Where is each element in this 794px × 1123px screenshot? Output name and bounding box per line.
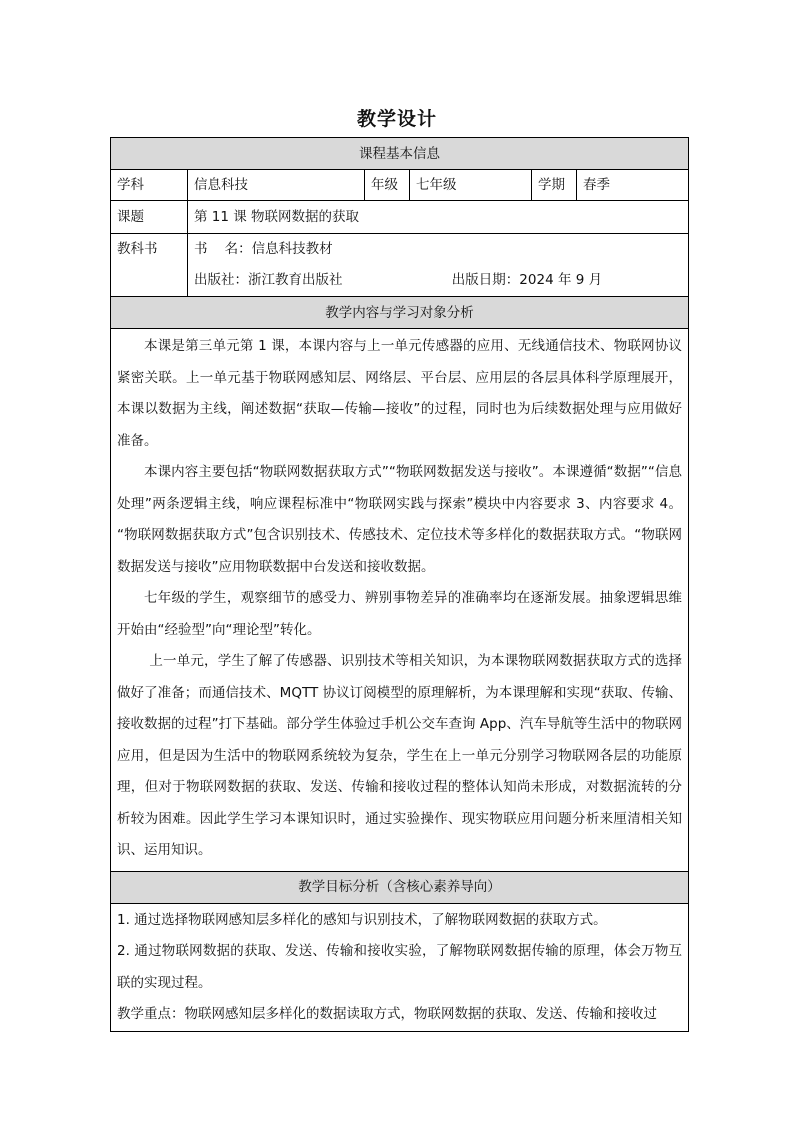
lesson-label: 课题 — [111, 201, 188, 234]
objectives-header-row — [111, 871, 689, 903]
objective-item: 2. 通过物联网数据的获取、发送、传输和接收实验，了解物联网数据传输的原理，体会万物互联的实现过程。 — [117, 943, 683, 991]
lesson-row — [111, 201, 689, 234]
objective-item: 1. 通过选择物联网感知层多样化的感知与识别技术，了解物联网数据的获取方式。 — [117, 911, 607, 928]
analysis-body — [111, 329, 689, 872]
grade-value: 七年级 — [410, 170, 532, 201]
analysis-paragraph: 七年级的学生，观察细节的感受力、辨别事物差异的准确率均在逐渐发展。抽象逻辑思维开始由“经验型”向“理论型”转化。 — [117, 590, 683, 638]
textbook-row — [111, 234, 689, 297]
objectives-header: 教学目标分析（含核心素养导向） — [111, 871, 689, 903]
basic-info-header: 课程基本信息 — [111, 138, 689, 170]
term-label: 学期 — [532, 170, 577, 201]
lesson-value: 第 11 课 物联网数据的获取 — [188, 201, 689, 234]
analysis-header: 教学内容与学习对象分析 — [111, 297, 689, 329]
lesson-plan-table — [110, 137, 689, 1032]
term-value: 春季 — [577, 170, 689, 201]
teaching-focus: 教学重点：物联网感知层多样化的数据读取方式，物联网数据的获取、发送、传输和接收过 — [117, 1006, 657, 1022]
objectives-body — [111, 903, 689, 1031]
book-name: 书 名：信息科技教材 — [194, 241, 333, 257]
analysis-paragraph: 上一单元，学生了解了传感器、识别技术等相关知识，为本课物联网数据获取方式的选择做好了准备；而通信技术、MQTT 协议订阅模型的原理解析，为本课理解和实现“获取、传输、接收数据的过程”打下基础。部分学生体验过手机公交车查询 App、汽车导航等生活中的物联网应用，但是因为生活中的物联网系统较为复杂，学生在上一单元分别学习物联网各层的功能原理，但对于物联网数据的获取、发送、传输和接收过程的整体认知尚未形成，对数据流转的分析较为困难。因此学生学习本课知识时，通过实验操作、现实物联应用问题分析来厘清相关知识、运用知识。 — [117, 653, 683, 858]
objectives-body-row — [111, 903, 689, 1031]
analysis-paragraph: 本课内容主要包括“物联网数据获取方式”“物联网数据发送与接收”。本课遵循“数据”“信息处理”两条逻辑主线，响应课程标准中“物联网实践与探索”模块中内容要求 3、内容要求 4。 “物联网数据获取方式”包含识别技术、传感技术、定位技术等多样化的数据获取方式。“物联网数据发送与接收”应用物联数据中台发送和接收数据。 — [117, 464, 683, 575]
book-name-line — [194, 234, 682, 265]
publisher: 出版社：浙江教育出版社 — [194, 272, 343, 288]
publish-date: 出版日期：2024 年 9 月 — [451, 272, 603, 288]
analysis-paragraph: 本课是第三单元第 1 课，本课内容与上一单元传感器的应用、无线通信技术、物联网协议紧密关联。上一单元基于物联网感知层、网络层、平台层、应用层的各层具体科学原理展开，本课以数据为主线，阐述数据“获取—传输—接收”的过程，同时也为后续数据处理与应用做好准备。 — [117, 338, 683, 449]
textbook-label: 教科书 — [111, 234, 188, 297]
analysis-body-row — [111, 329, 689, 872]
grade-label: 年级 — [365, 170, 410, 201]
publisher-line — [194, 265, 682, 296]
document-title: 教学设计 — [356, 108, 437, 130]
subject-label: 学科 — [111, 170, 188, 201]
subject-row — [111, 170, 689, 201]
analysis-header-row — [111, 297, 689, 329]
textbook-info — [188, 234, 689, 297]
basic-info-header-row — [111, 138, 689, 170]
subject-value: 信息科技 — [188, 170, 365, 201]
